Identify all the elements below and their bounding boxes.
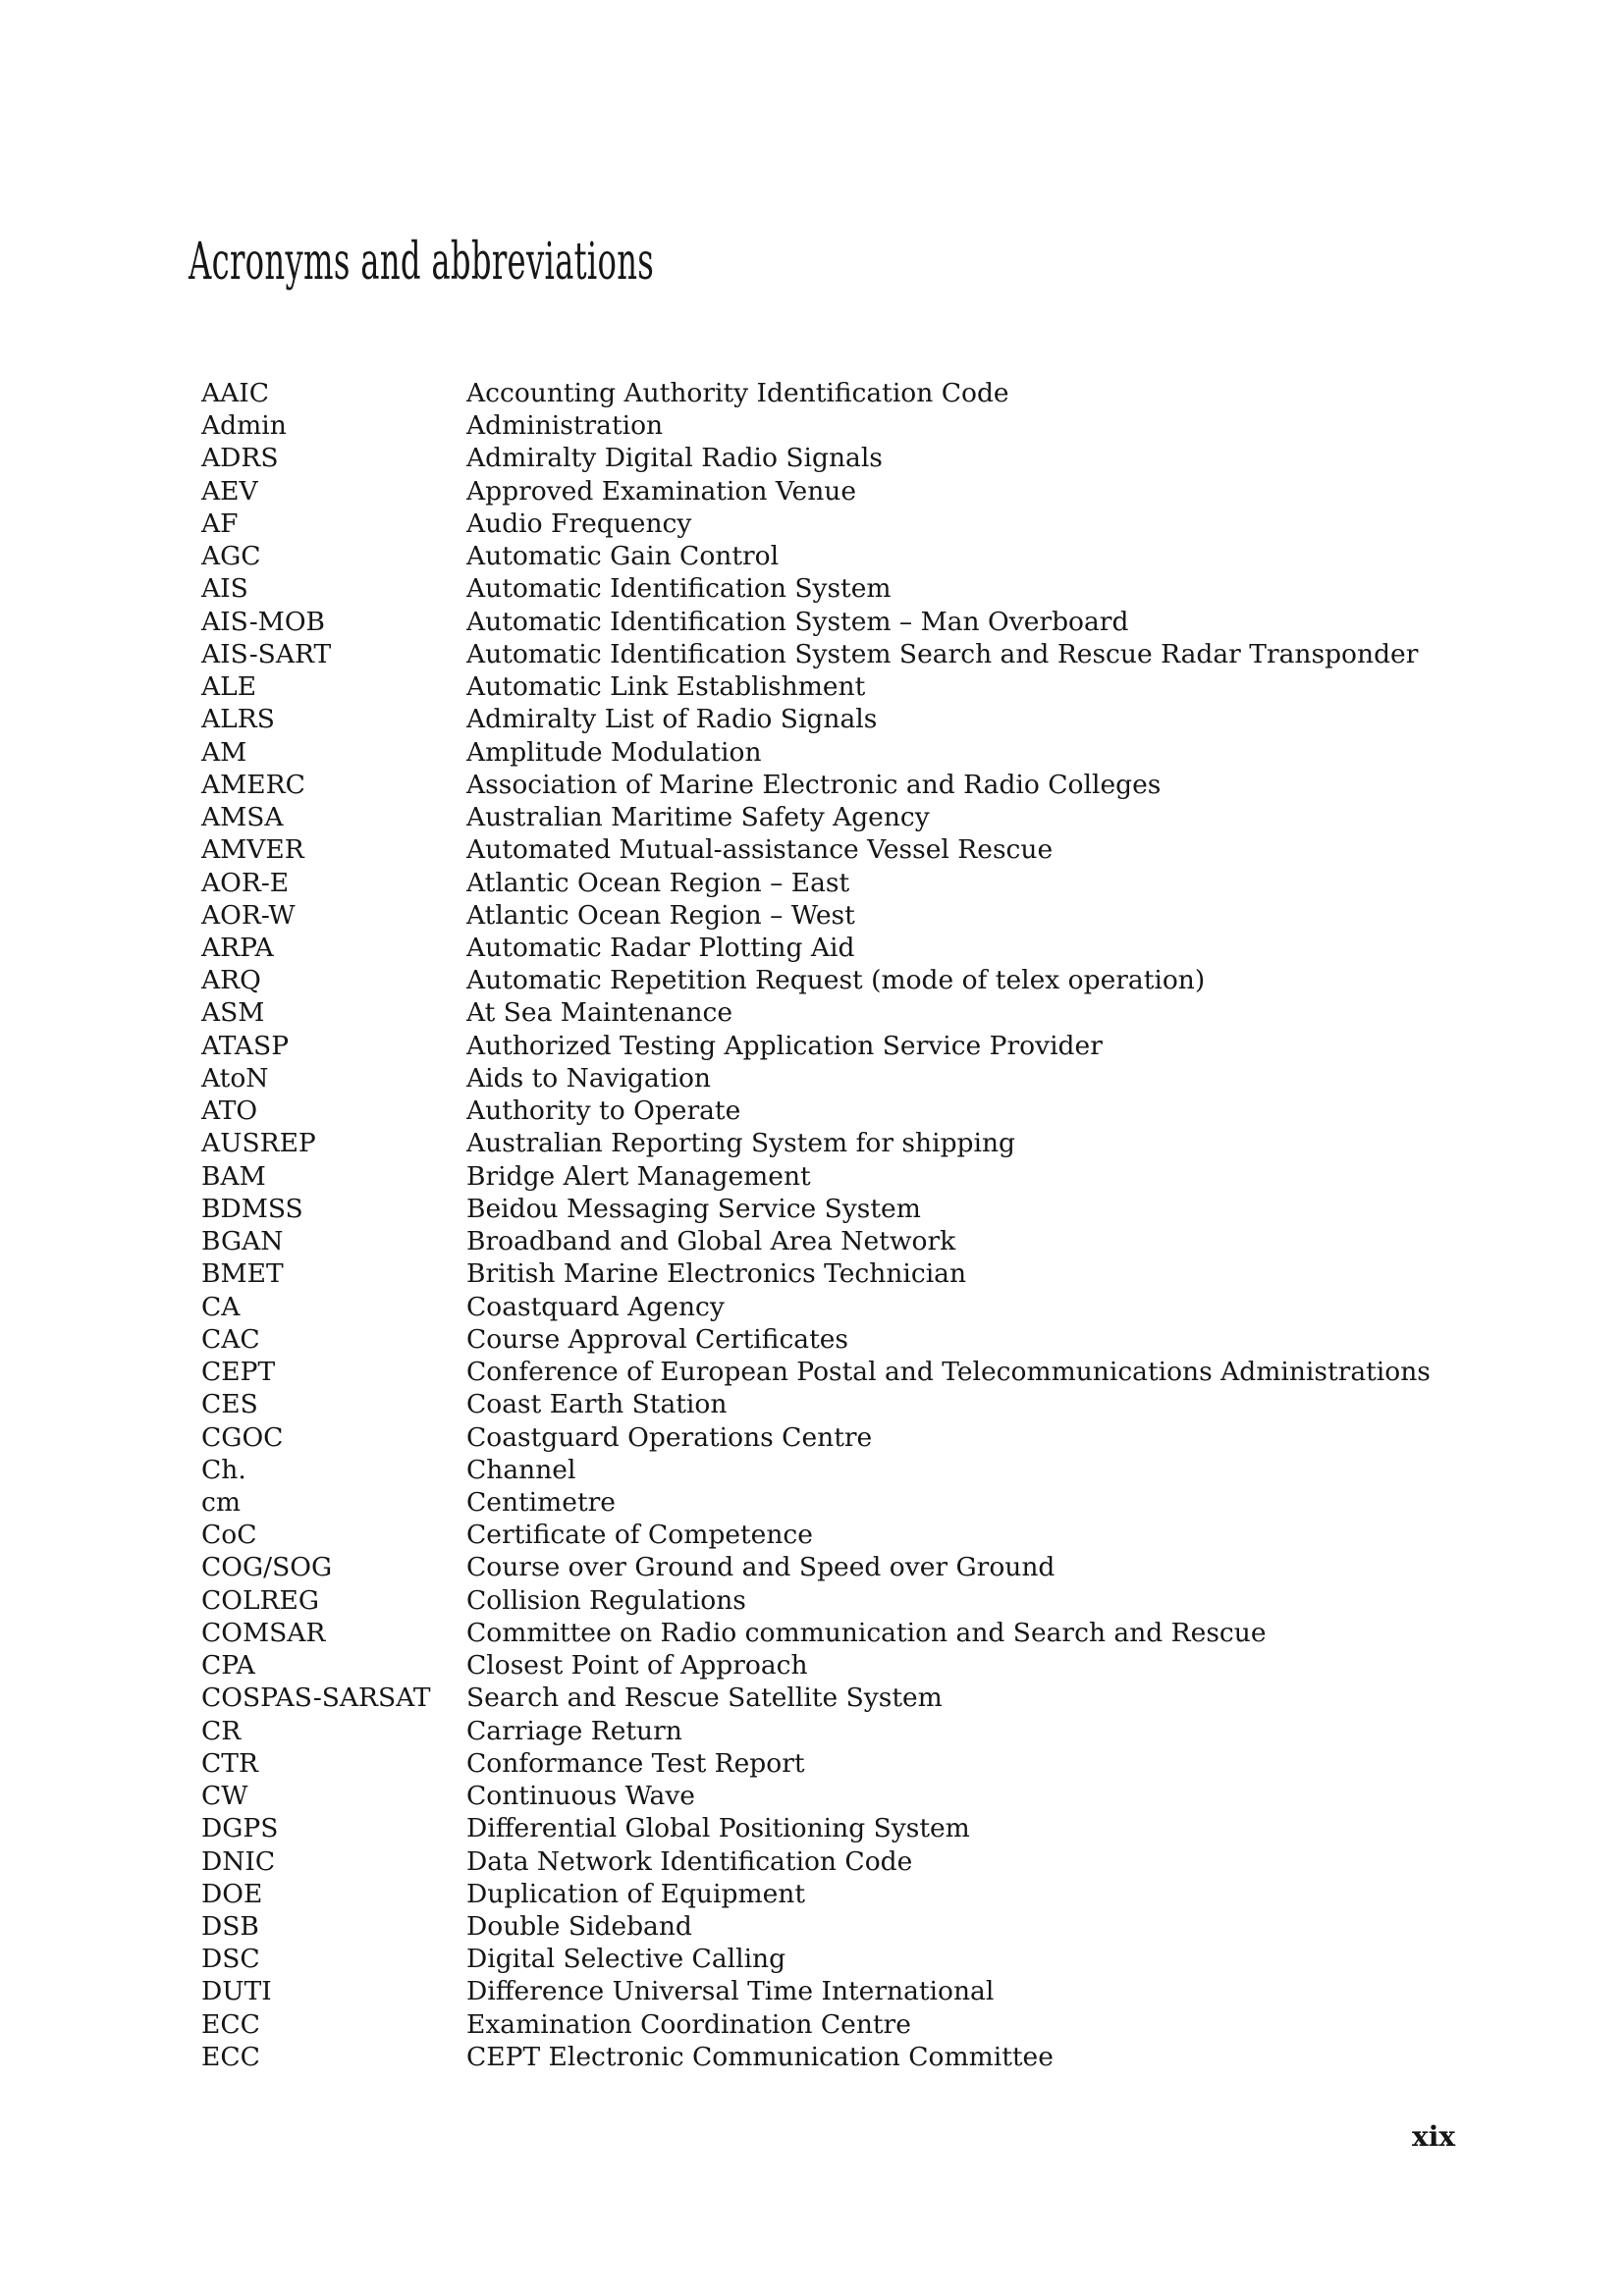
acronym-label: ASM [201, 997, 265, 1029]
acronym-label: AAIC [201, 378, 270, 408]
acronym-label: ALRS [201, 704, 275, 735]
definition-label: Digital Selective Calling [466, 1944, 786, 1975]
definition-label: Conference of European Postal and Telecommunications Administrations [466, 1357, 1431, 1388]
definition-label: Coastguard Operations Centre [466, 1421, 873, 1453]
acronym-label: AOR-W [201, 899, 296, 931]
acronym-row [201, 1095, 1438, 1127]
acronym-row [201, 703, 1438, 735]
acronym-row [201, 736, 1438, 769]
definition-label: Authorized Testing Application Service Provider [466, 1030, 1103, 1061]
definition-label: Administration [466, 410, 664, 442]
acronym-row [201, 670, 1438, 703]
acronym-label: AIS-MOB [201, 606, 326, 637]
acronym-label: CES [201, 1389, 258, 1420]
acronym-label: AGC [201, 541, 261, 572]
acronym-row [201, 1030, 1438, 1062]
definition-label: Double Sideband [466, 1911, 692, 1943]
acronym-label: DOE [201, 1878, 263, 1909]
acronym-row [201, 1356, 1438, 1388]
acronym-label: ARQ [201, 965, 261, 996]
acronym-row [201, 1910, 1438, 1943]
definition-label: Automatic Radar Plotting Aid [466, 932, 855, 963]
definition-label: Amplitude Modulation [466, 736, 762, 768]
definition-label: Australian Reporting System for shipping [466, 1128, 1015, 1159]
acronym-label: CW [201, 1781, 248, 1812]
acronym-label: CoC [201, 1520, 257, 1551]
acronym-label: Admin [201, 410, 287, 442]
acronym-row [201, 1127, 1438, 1159]
definition-label: Difference Universal Time International [466, 1976, 995, 2007]
acronym-label: BAM [201, 1160, 266, 1192]
acronym-label: AF [201, 507, 239, 539]
definition-label: Channel [466, 1454, 576, 1485]
acronym-label: ALE [201, 671, 257, 703]
acronym-label: CPA [201, 1650, 255, 1682]
acronym-label: BMET [201, 1258, 284, 1290]
acronym-row [201, 572, 1438, 605]
definition-label: Beidou Messaging Service System [466, 1193, 921, 1224]
acronym-label: DNIC [201, 1845, 276, 1877]
acronym-row [201, 1747, 1438, 1780]
acronym-row [201, 1715, 1438, 1747]
acronym-row [201, 442, 1438, 474]
definition-label: Coastquard Agency [466, 1291, 725, 1322]
definition-label: Approved Examination Venue [466, 475, 857, 507]
definition-label: Australian Maritime Safety Agency [466, 802, 930, 833]
acronym-row [201, 507, 1438, 540]
acronym-label: COLREG [201, 1584, 320, 1616]
acronym-label: AMSA [201, 802, 284, 833]
acronym-row [201, 1878, 1438, 1910]
definition-label: Differential Global Positioning System [466, 1813, 970, 1844]
acronym-label: CAC [201, 1323, 260, 1355]
acronym-label: AM [201, 736, 247, 768]
definition-label: Carriage Return [466, 1715, 682, 1746]
definition-label: Aids to Navigation [466, 1062, 711, 1094]
acronym-label: Ch. [201, 1454, 246, 1485]
acronym-row [201, 1812, 1438, 1844]
page-title: Acronyms and abbreviations [189, 232, 655, 292]
definition-label: CEPT Electronic Communication Committee [466, 2041, 1054, 2072]
acronym-label: AUSREP [201, 1128, 316, 1159]
acronym-label: COMSAR [201, 1617, 326, 1648]
acronym-label: AEV [201, 475, 258, 507]
definition-label: Examination Coordination Centre [466, 2008, 911, 2040]
acronym-label: CGOC [201, 1421, 284, 1453]
acronym-row [201, 1649, 1438, 1682]
definition-label: Data Network Identification Code [466, 1845, 913, 1877]
acronym-label: CEPT [201, 1357, 276, 1388]
acronym-row [201, 2008, 1438, 2041]
definition-label: Atlantic Ocean Region – East [466, 867, 850, 898]
acronym-row [201, 1291, 1438, 1323]
definition-label: Bridge Alert Management [466, 1160, 811, 1192]
acronym-row [201, 1975, 1438, 2007]
acronym-row [201, 377, 1438, 409]
definition-label: Collision Regulations [466, 1584, 746, 1616]
acronym-row [201, 1617, 1438, 1649]
acronym-label: AMERC [201, 769, 305, 800]
definition-label: Search and Rescue Satellite System [466, 1682, 943, 1714]
acronym-row [201, 867, 1438, 899]
acronym-label: AOR-E [201, 867, 290, 898]
acronym-row [201, 833, 1438, 866]
acronym-row [201, 1193, 1438, 1225]
acronym-label: ECC [201, 2008, 260, 2040]
acronym-row [201, 769, 1438, 801]
definition-label: Automatic Gain Control [466, 541, 780, 572]
acronym-row [201, 1421, 1438, 1454]
acronym-label: CTR [201, 1747, 258, 1779]
acronym-row [201, 1780, 1438, 1812]
acronym-row [201, 899, 1438, 932]
acronym-label: AtoN [201, 1062, 269, 1094]
acronym-row [201, 638, 1438, 670]
acronym-label: DGPS [201, 1813, 279, 1844]
definition-label: Duplication of Equipment [466, 1878, 805, 1909]
definition-label: Automatic Identification System Search and Rescue Radar Transponder [466, 638, 1419, 669]
acronym-label: COG/SOG [201, 1552, 333, 1583]
acronym-label: AIS [201, 573, 248, 605]
definition-label: Admiralty Digital Radio Signals [466, 443, 883, 474]
acronym-row [201, 2041, 1438, 2073]
definition-label: Closest Point of Approach [466, 1650, 808, 1682]
definition-label: Accounting Authority Identification Code [466, 378, 1009, 408]
acronym-row [201, 1062, 1438, 1095]
definition-label: Automatic Identification System [466, 573, 892, 605]
acronym-label: DSC [201, 1944, 260, 1975]
acronym-row [201, 1584, 1438, 1617]
acronym-label: ATASP [201, 1030, 290, 1061]
acronym-row [201, 996, 1438, 1029]
acronym-row [201, 1845, 1438, 1878]
acronym-row [201, 1388, 1438, 1420]
acronym-label: BGAN [201, 1226, 284, 1257]
acronym-label: COSPAS-SARSAT [201, 1682, 431, 1714]
acronym-row [201, 1943, 1438, 1975]
acronym-label: AMVER [201, 834, 304, 866]
acronym-row [201, 1519, 1438, 1551]
acronym-row [201, 1486, 1438, 1519]
definition-label: Course Approval Certificates [466, 1323, 849, 1355]
definition-label: Certificate of Competence [466, 1520, 813, 1551]
acronym-label: CR [201, 1715, 242, 1746]
definition-label: Automatic Link Establishment [466, 671, 866, 703]
acronym-row [201, 964, 1438, 996]
definition-label: Conformance Test Report [466, 1747, 805, 1779]
definition-label: Automatic Identification System – Man Overboard [466, 606, 1129, 637]
acronym-label: cm [201, 1486, 241, 1518]
acronym-row [201, 1682, 1438, 1714]
definition-label: Coast Earth Station [466, 1389, 728, 1420]
page-number: xix [1412, 2120, 1456, 2153]
acronym-row [201, 1160, 1438, 1193]
acronym-row [201, 540, 1438, 572]
definition-label: British Marine Electronics Technician [466, 1258, 967, 1290]
definition-label: Continuous Wave [466, 1781, 695, 1812]
acronym-label: BDMSS [201, 1193, 303, 1224]
definition-label: Automated Mutual-assistance Vessel Rescue [466, 834, 1054, 866]
acronym-row [201, 409, 1438, 442]
acronym-label: ECC [201, 2041, 260, 2072]
definition-label: Automatic Repetition Request (mode of telex operation) [466, 965, 1206, 996]
acronym-label: AIS-SART [201, 638, 332, 669]
definition-label: Admiralty List of Radio Signals [466, 704, 878, 735]
definition-label: At Sea Maintenance [466, 997, 733, 1029]
acronym-row [201, 1225, 1438, 1257]
definition-label: Association of Marine Electronic and Radio Colleges [466, 769, 1162, 800]
acronym-row [201, 1323, 1438, 1356]
definition-label: Committee on Radio communication and Search and Rescue [466, 1617, 1267, 1648]
acronym-row [201, 606, 1438, 638]
acronym-row [201, 1454, 1438, 1486]
definition-label: Centimetre [466, 1486, 616, 1518]
acronym-row [201, 801, 1438, 833]
acronym-row [201, 932, 1438, 964]
acronym-label: ATO [201, 1095, 258, 1127]
definition-label: Course over Ground and Speed over Ground [466, 1552, 1056, 1583]
acronym-label: ARPA [201, 932, 274, 963]
acronym-label: DSB [201, 1911, 259, 1943]
definition-label: Authority to Operate [466, 1095, 741, 1127]
definition-label: Broadband and Global Area Network [466, 1226, 956, 1257]
definition-label: Atlantic Ocean Region – West [466, 899, 855, 931]
acronym-row [201, 475, 1438, 507]
acronym-row [201, 1257, 1438, 1290]
definition-label: Audio Frequency [466, 507, 692, 539]
acronym-row [201, 1551, 1438, 1583]
acronym-label: CA [201, 1291, 241, 1322]
acronym-label: ADRS [201, 443, 279, 474]
acronym-label: DUTI [201, 1976, 272, 2007]
acronym-list [201, 377, 1438, 2073]
